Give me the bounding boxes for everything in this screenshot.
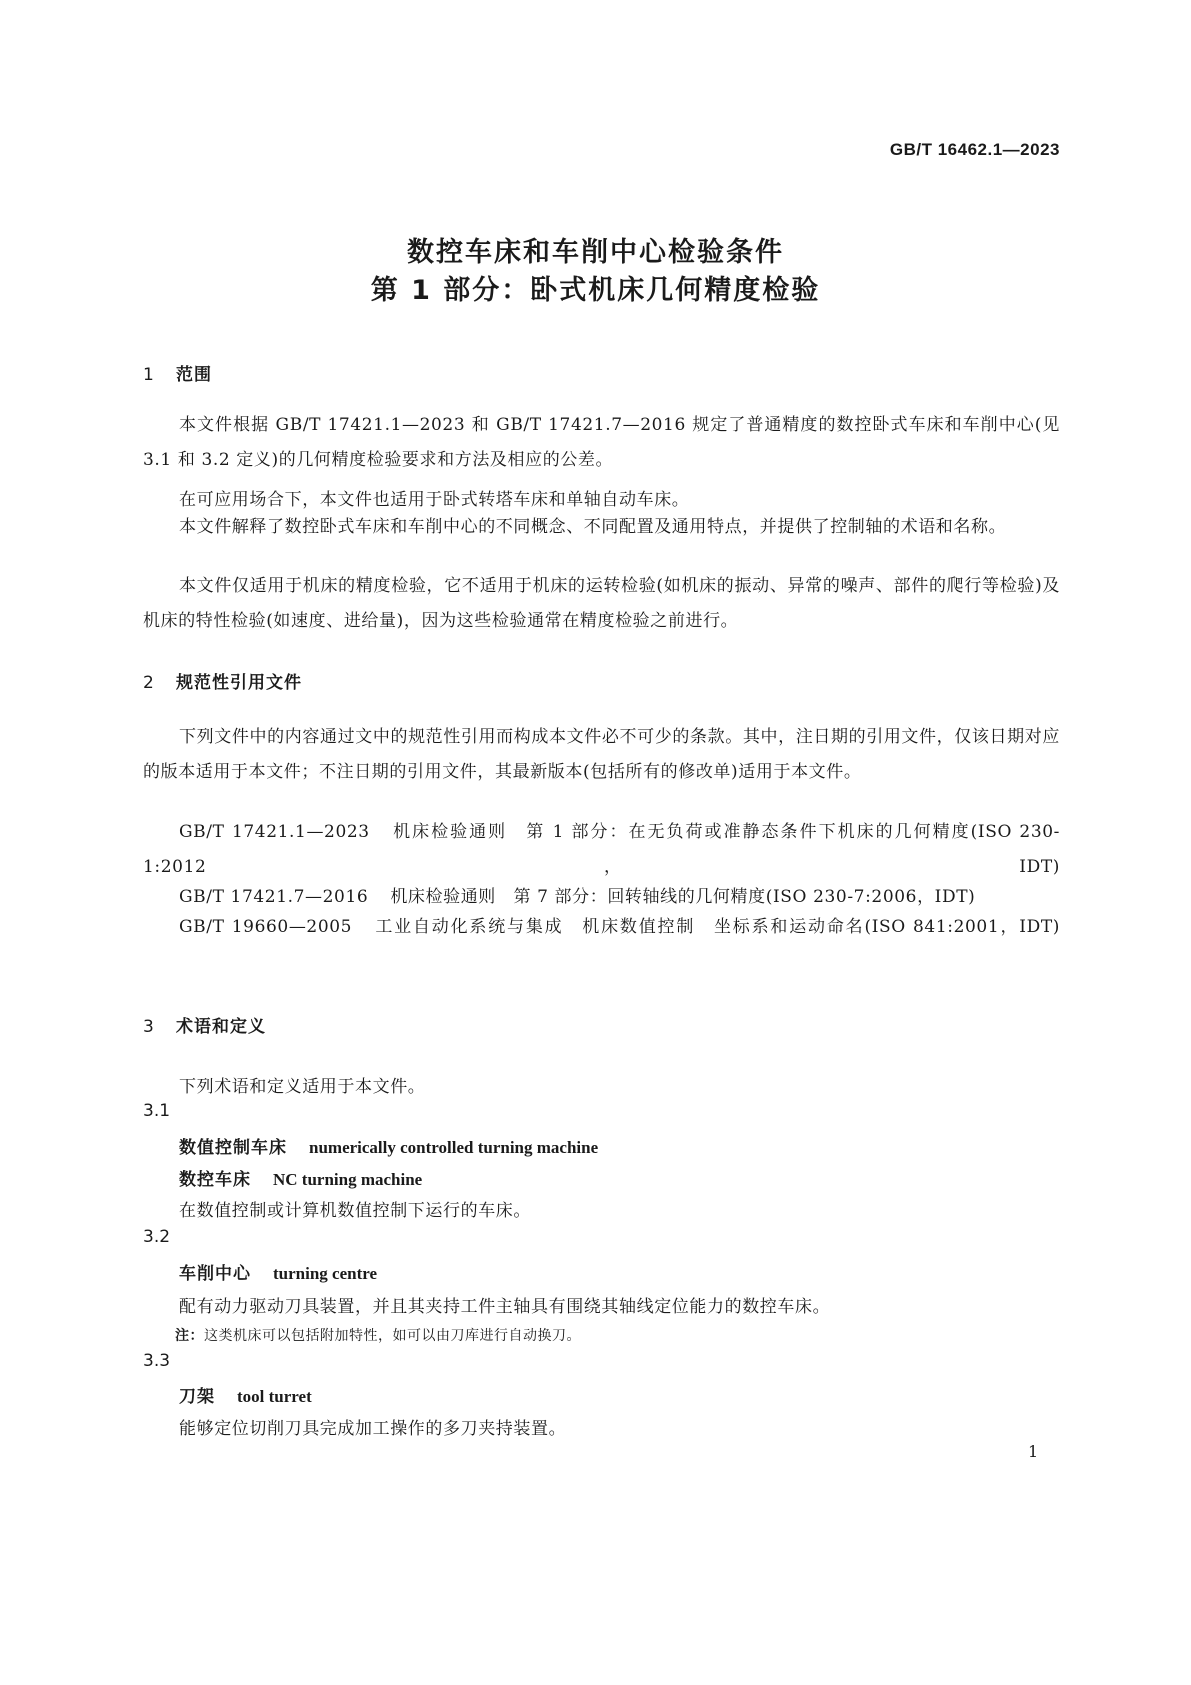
note-text: 这类机床可以包括附加特性，如可以由刀库进行自动换刀。 [204,1328,581,1344]
term-number: 3.3 [143,1351,171,1371]
scope-paragraph-2: 在可应用场合下，本文件也适用于卧式转塔车床和单轴自动车床。 [179,490,690,510]
section-heading-normative [143,668,302,693]
section-number: 2 [143,673,155,693]
normative-ref-1 [143,815,1060,885]
document-title-line2: 第 1 部分：卧式机床几何精度检验 [370,275,821,306]
term-zh: 车削中心 [179,1264,251,1284]
ref-code: GB/T 17421.1—2023 [179,822,370,842]
term-number: 3.2 [143,1227,171,1247]
term-title [179,1382,312,1407]
section-number: 1 [143,365,155,385]
term-title [179,1133,598,1158]
term-en: numerically controlled turning machine [309,1138,599,1157]
page-number: 1 [1028,1442,1039,1461]
section-title: 范围 [176,365,212,385]
term-en: turning centre [273,1264,378,1283]
section-number: 3 [143,1017,155,1037]
document-id: GB/T 16462.1—2023 [889,140,1060,159]
terms-intro: 下列术语和定义适用于本文件。 [179,1077,426,1097]
normative-ref-3 [143,910,1060,945]
section-heading-scope [143,360,212,385]
ref-code: GB/T 17421.7—2016 [179,887,369,907]
section-heading-terms [143,1012,266,1037]
term-number: 3.1 [143,1101,171,1121]
note-label: 注： [175,1328,204,1344]
term-en: tool turret [237,1387,312,1406]
scope-paragraph-1: 本文件根据 GB/T 17421.1—2023 和 GB/T 17421.7—2016 规定了普通精度的数控卧式车床和车削中心(见 3.1 和 3.2 定义)的几何精度检验要求和方法及相应的公差。 [143,415,1060,470]
term-zh: 数值控制车床 [179,1138,287,1158]
scope-paragraph-4: 本文件仅适用于机床的精度检验，它不适用于机床的运转检验(如机床的振动、异常的噪声、部件的爬行等检验)及机床的特性检验(如速度、进给量)，因为这些检验通常在精度检验之前进行。 [143,576,1060,631]
ref-code: GB/T 19660—2005 [179,917,353,937]
document-title-line1: 数控车床和车削中心检验条件 [407,237,784,268]
section-title: 规范性引用文件 [176,673,302,693]
ref-text: 工业自动化系统与集成 机床数值控制 坐标系和运动命名(ISO 841:2001，IDT) [374,917,1060,937]
term-synonym [179,1165,422,1190]
term-zh: 刀架 [179,1387,215,1407]
term-note [175,1325,581,1345]
term-title [179,1259,377,1284]
normative-intro: 下列文件中的内容通过文中的规范性引用而构成本文件必不可少的条款。其中，注日期的引用文件，仅该日期对应的版本适用于本文件；不注日期的引用文件，其最新版本(包括所有的修改单)适用于本文件。 [143,727,1060,782]
term-zh: 数控车床 [179,1170,251,1190]
term-definition: 在数值控制或计算机数值控制下运行的车床。 [179,1201,531,1221]
section-title: 术语和定义 [176,1017,266,1037]
ref-text: 机床检验通则 第 7 部分：回转轴线的几何精度(ISO 230-7:2006，IDT) [390,887,976,907]
term-en: NC turning machine [273,1170,423,1189]
scope-paragraph-3: 本文件解释了数控卧式车床和车削中心的不同概念、不同配置及通用特点，并提供了控制轴的术语和名称。 [179,517,1007,537]
ref-text: 机床检验通则 第 1 部分：在无负荷或准静态条件下机床的几何精度(ISO 230-1:2012，IDT) [143,822,1060,877]
term-definition: 配有动力驱动刀具装置，并且其夹持工件主轴具有围绕其轴线定位能力的数控车床。 [179,1297,831,1317]
term-definition: 能够定位切削刀具完成加工操作的多刀夹持装置。 [179,1419,567,1439]
